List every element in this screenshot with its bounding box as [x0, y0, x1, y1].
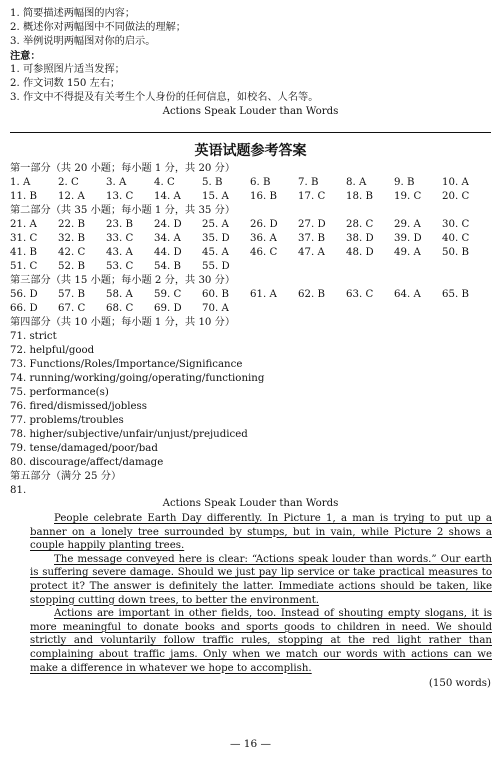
answer: 59. C [154, 289, 182, 300]
answer: 22. B [58, 219, 85, 230]
word-count: (150 words) [428, 678, 491, 689]
prompt-essay-title: Actions Speak Louder than Words [162, 106, 339, 117]
answer: 55. D [202, 261, 230, 272]
answer-row [10, 177, 500, 189]
answer: 61. A [250, 289, 277, 300]
answer: 56. D [10, 289, 38, 300]
answer: 17. C [298, 191, 326, 202]
item-number: 81. [10, 485, 27, 496]
answer: 20. C [442, 191, 470, 202]
answer: 42. C [58, 247, 86, 258]
answer: 10. A [442, 177, 469, 188]
answer: 5. B [202, 177, 223, 188]
answer: 46. C [250, 247, 278, 258]
answer: 44. D [154, 247, 182, 258]
answer: 34. A [154, 233, 181, 244]
answer: 31. C [10, 233, 38, 244]
fill-answer: 72. helpful/good [10, 345, 95, 356]
note-item: 2. 作文词数 150 左右； [10, 78, 121, 89]
answer-row [10, 261, 500, 273]
essay-paragraph: People celebrate Earth Day differently. In Picture 1, a man is trying to put up a banner on a lonely tree surrounded by stumps, but in vain, while Picture 2 shows a couple happily planting trees. [30, 513, 492, 552]
part5-heading: 第五部分（满分 25 分） [10, 471, 122, 482]
answer-row [10, 247, 500, 259]
answer: 9. B [394, 177, 415, 188]
prompt-item: 1. 简要描述两幅图的内容； [10, 8, 136, 19]
answer: 18. B [346, 191, 373, 202]
answer: 1. A [10, 177, 31, 188]
answer: 41. B [10, 247, 37, 258]
model-essay [30, 512, 492, 675]
part3-heading: 第三部分（共 15 小题；每小题 2 分，共 30 分） [10, 275, 236, 286]
answer: 37. B [298, 233, 325, 244]
answer: 70. A [202, 303, 229, 314]
part4-heading: 第四部分（共 10 小题；每小题 1 分，共 10 分） [10, 317, 236, 328]
answer-row [10, 289, 500, 301]
answer: 68. C [106, 303, 134, 314]
answer-row [10, 303, 500, 315]
answer-row [10, 233, 500, 245]
answer: 51. C [10, 261, 38, 272]
fill-answer: 77. problems/troubles [10, 415, 124, 426]
answer: 25. A [202, 219, 229, 230]
note-item: 1. 可参照图片适当发挥； [10, 64, 125, 75]
fill-answer: 80. discourage/affect/damage [10, 457, 164, 468]
answer: 63. C [346, 289, 374, 300]
essay-paragraph: The message conveyed here is clear: “Actions speak louder than words.” Our earth is suffering severe damage. Should we just pay lip service or take practical measures to protect it? The answer is definitely the latter. Immediate actions should be taken, like stopping cutting down trees, to better the environment. [30, 553, 492, 606]
divider [10, 132, 491, 133]
answer: 19. C [394, 191, 422, 202]
answer: 45. A [202, 247, 229, 258]
answer: 16. B [250, 191, 277, 202]
answer: 3. A [106, 177, 127, 188]
answer: 43. A [106, 247, 133, 258]
answer: 23. B [106, 219, 133, 230]
fill-answer: 78. higher/subjective/unfair/unjust/prejudiced [10, 429, 248, 440]
answer: 29. A [394, 219, 421, 230]
answer: 28. C [346, 219, 374, 230]
answer: 24. D [154, 219, 182, 230]
answer: 57. B [58, 289, 85, 300]
prompt-item: 2. 概述你对两幅图中不同做法的理解； [10, 22, 186, 33]
fill-answer: 79. tense/damaged/poor/bad [10, 443, 158, 454]
answer: 69. D [154, 303, 182, 314]
answer: 52. B [58, 261, 85, 272]
fill-answer: 75. performance(s) [10, 387, 109, 398]
answer: 21. A [10, 219, 37, 230]
answer: 30. C [442, 219, 470, 230]
answer: 60. B [202, 289, 229, 300]
answer: 33. C [106, 233, 134, 244]
answer-key-title: 英语试题参考答案 [194, 143, 307, 159]
answer: 14. A [154, 191, 181, 202]
answer: 11. B [10, 191, 37, 202]
answer: 4. C [154, 177, 175, 188]
answer: 35. D [202, 233, 230, 244]
answer: 40. C [442, 233, 470, 244]
answer: 12. A [58, 191, 85, 202]
answer: 8. A [346, 177, 367, 188]
answer: 54. B [154, 261, 181, 272]
answer: 62. B [298, 289, 325, 300]
part2-heading: 第二部分（共 35 小题；每小题 1 分，共 35 分） [10, 205, 236, 216]
answer: 65. B [442, 289, 469, 300]
answer: 7. B [298, 177, 319, 188]
essay-title: Actions Speak Louder than Words [162, 498, 339, 509]
answer: 15. A [202, 191, 229, 202]
answer: 13. C [106, 191, 134, 202]
answer-row [10, 191, 500, 203]
essay-paragraph: Actions are important in other fields, too. Instead of shouting empty slogans, it is more meaningful to donate books and sports goods to children in need. We should strictly and voluntarily follow traffic rules, stopping at the red light rather than complaining about traffic jams. Only when we match our words with actions can we make a difference in whatever we hope to accomplish. [30, 608, 492, 674]
note-item: 3. 作文中不得提及有关考生个人身份的任何信息，如校名、人名等。 [10, 92, 319, 103]
answer: 64. A [394, 289, 421, 300]
answer: 48. D [346, 247, 374, 258]
answer: 49. A [394, 247, 421, 258]
fill-answer: 73. Functions/Roles/Importance/Significance [10, 359, 243, 370]
notes-heading: 注意： [10, 50, 41, 62]
part1-heading: 第一部分（共 20 小题；每小题 1 分，共 20 分） [10, 163, 236, 174]
answer: 32. B [58, 233, 85, 244]
answer: 39. D [394, 233, 422, 244]
fill-answer: 71. strict [10, 331, 57, 342]
fill-answer: 74. running/working/going/operating/functioning [10, 373, 265, 384]
answer: 47. A [298, 247, 325, 258]
answer: 26. D [250, 219, 278, 230]
prompt-item: 3. 举例说明两幅图对你的启示。 [10, 36, 156, 47]
answer: 38. D [346, 233, 374, 244]
answer: 27. D [298, 219, 326, 230]
answer: 66. D [10, 303, 38, 314]
fill-answer: 76. fired/dismissed/jobless [10, 401, 148, 412]
answer: 2. C [58, 177, 79, 188]
answer: 58. A [106, 289, 133, 300]
answer-row [10, 219, 500, 231]
page-number: — 16 — [229, 738, 272, 750]
answer: 53. C [106, 261, 134, 272]
answer: 67. C [58, 303, 86, 314]
answer: 36. A [250, 233, 277, 244]
answer: 6. B [250, 177, 271, 188]
answer: 50. B [442, 247, 469, 258]
